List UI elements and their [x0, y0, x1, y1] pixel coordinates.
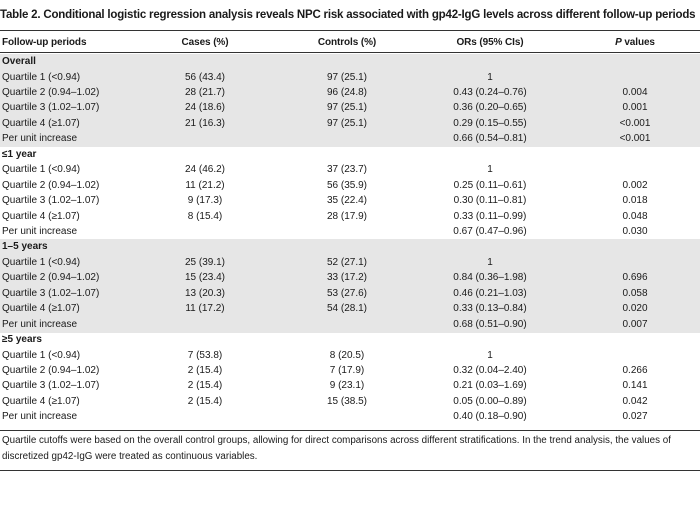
cases-cell: 24 (18.6) — [184, 102, 226, 114]
table-row — [0, 131, 700, 147]
table-row — [0, 409, 700, 425]
table-row — [0, 270, 700, 286]
row-label: Quartile 2 (0.94–1.02) — [2, 179, 100, 191]
controls-cell: 53 (27.6) — [326, 287, 368, 299]
header-follow-up: Follow-up periods — [2, 37, 87, 48]
row-label: Quartile 1 (<0.94) — [2, 71, 81, 83]
table-title: Table 2. Conditional logistic regression analysis reveals NPC risk associated with gp42-IgG levels across different follow-up periods — [0, 9, 696, 21]
header-p-values — [590, 35, 680, 51]
row-label: Quartile 3 (1.02–1.07) — [2, 380, 100, 392]
p-value-cell: 0.002 — [622, 179, 648, 191]
cases-cell: 8 (15.4) — [187, 210, 223, 222]
row-label: Quartile 1 (<0.94) — [2, 164, 81, 176]
p-value-cell: 0.027 — [622, 411, 648, 423]
or-cell: 1 — [487, 256, 493, 268]
cases-cell: 28 (21.7) — [184, 86, 226, 98]
cases-cell: 7 (53.8) — [187, 349, 223, 361]
controls-cell: 56 (35.9) — [326, 179, 368, 191]
or-cell: 1 — [487, 349, 493, 361]
table-row — [0, 85, 700, 101]
table-row — [0, 286, 700, 302]
header-rule — [0, 52, 700, 53]
table-row — [0, 378, 700, 394]
or-cell: 0.05 (0.00–0.89) — [453, 395, 527, 407]
controls-cell: 96 (24.8) — [326, 86, 368, 98]
p-value-cell: 0.141 — [622, 380, 648, 392]
controls-cell: 8 (20.5) — [329, 349, 365, 361]
header-row — [0, 35, 700, 51]
p-value-cell: 0.030 — [622, 225, 648, 237]
or-cell: 0.43 (0.24–0.76) — [453, 86, 527, 98]
cases-cell: 11 (21.2) — [185, 179, 225, 191]
cases-cell: 25 (39.1) — [184, 256, 226, 268]
row-label: Per unit increase — [2, 411, 78, 423]
or-cell: 0.29 (0.15–0.55) — [453, 117, 527, 129]
table-row — [0, 348, 700, 364]
header-p-rest: values — [621, 37, 655, 48]
or-cell: 1 — [487, 71, 493, 83]
or-cell: 0.68 (0.51–0.90) — [453, 318, 527, 330]
p-value-cell: 0.020 — [622, 303, 648, 315]
row-label: Quartile 4 (≥1.07) — [2, 395, 80, 407]
row-label: Per unit increase — [2, 133, 78, 145]
section-header-row — [0, 54, 700, 70]
row-label: Quartile 2 (0.94–1.02) — [2, 365, 100, 376]
p-value-cell: 0.058 — [622, 287, 648, 299]
cases-cell: 2 (15.4) — [187, 380, 223, 392]
or-cell: 1 — [487, 164, 493, 176]
controls-cell: 9 (23.1) — [329, 380, 365, 392]
row-label: Quartile 4 (≥1.07) — [2, 117, 80, 129]
section-header-row — [0, 147, 700, 163]
or-cell: 0.66 (0.54–0.81) — [453, 133, 527, 145]
section-label: ≥5 years — [2, 334, 42, 346]
p-value-cell: 0.266 — [622, 365, 648, 376]
section-header-row — [0, 332, 700, 348]
controls-cell: 35 (22.4) — [326, 195, 368, 206]
table-row — [0, 363, 700, 379]
row-label: Per unit increase — [2, 318, 78, 330]
controls-cell: 52 (27.1) — [326, 256, 368, 268]
table-row — [0, 209, 700, 225]
cases-cell: 11 (17.2) — [185, 303, 225, 315]
or-cell: 0.32 (0.04–2.40) — [453, 365, 527, 376]
row-label: Quartile 1 (<0.94) — [2, 256, 81, 268]
or-cell: 0.67 (0.47–0.96) — [453, 225, 527, 237]
p-value-cell: 0.018 — [622, 195, 648, 206]
cases-cell: 13 (20.3) — [184, 287, 226, 299]
p-value-cell: 0.004 — [622, 86, 648, 98]
p-value-cell: <0.001 — [619, 117, 651, 129]
table-row — [0, 116, 700, 132]
or-cell: 0.36 (0.20–0.65) — [453, 102, 527, 114]
or-cell: 0.46 (0.21–1.03) — [453, 287, 527, 299]
cases-cell: 2 (15.4) — [187, 395, 223, 407]
row-label: Quartile 3 (1.02–1.07) — [2, 102, 100, 114]
row-label: Quartile 2 (0.94–1.02) — [2, 86, 100, 98]
p-value-cell: 0.042 — [622, 395, 648, 407]
controls-cell: 28 (17.9) — [326, 210, 368, 222]
table-row — [0, 301, 700, 317]
row-label: Quartile 1 (<0.94) — [2, 349, 81, 361]
cases-cell: 2 (15.4) — [187, 365, 223, 376]
header-p-italic: P — [615, 37, 622, 48]
controls-cell: 97 (25.1) — [326, 117, 368, 129]
table-row — [0, 394, 700, 410]
table-row — [0, 224, 700, 240]
table-row — [0, 255, 700, 271]
cases-cell: 24 (46.2) — [184, 164, 226, 176]
or-cell: 0.21 (0.03–1.69) — [453, 380, 527, 392]
cases-cell: 15 (23.4) — [184, 272, 226, 284]
table-row — [0, 317, 700, 333]
section-label: ≤1 year — [2, 148, 37, 160]
p-value-cell: 0.007 — [622, 318, 648, 330]
top-rule — [0, 30, 700, 31]
controls-cell: 97 (25.1) — [326, 71, 368, 83]
or-cell: 0.84 (0.36–1.98) — [453, 272, 527, 284]
controls-cell: 97 (25.1) — [326, 102, 368, 114]
or-cell: 0.30 (0.11–0.81) — [453, 195, 527, 206]
header-controls: Controls (%) — [317, 37, 377, 48]
section-header-row — [0, 239, 700, 255]
p-value-cell: 0.001 — [622, 102, 648, 114]
p-value-cell: 0.048 — [622, 210, 648, 222]
cases-cell: 56 (43.4) — [184, 71, 226, 83]
row-label: Quartile 3 (1.02–1.07) — [2, 287, 100, 299]
p-value-cell: <0.001 — [619, 133, 651, 145]
section-label: Overall — [2, 56, 36, 67]
p-value-cell: 0.696 — [622, 272, 648, 284]
controls-cell: 7 (17.9) — [329, 365, 365, 376]
cases-cell: 21 (16.3) — [184, 117, 226, 129]
row-label: Quartile 4 (≥1.07) — [2, 210, 80, 222]
row-label: Quartile 2 (0.94–1.02) — [2, 272, 100, 284]
or-cell: 0.33 (0.11–0.99) — [453, 210, 527, 222]
controls-cell: 33 (17.2) — [326, 272, 368, 284]
controls-cell: 15 (38.5) — [326, 395, 368, 407]
footnote-rule — [0, 470, 700, 471]
table-row — [0, 70, 700, 86]
cases-cell: 9 (17.3) — [187, 195, 223, 206]
table-row — [0, 178, 700, 194]
controls-cell: 54 (28.1) — [326, 303, 368, 315]
row-label: Quartile 3 (1.02–1.07) — [2, 195, 100, 206]
row-label: Per unit increase — [2, 225, 78, 237]
bottom-rule — [0, 430, 700, 431]
table-row — [0, 100, 700, 116]
or-cell: 0.33 (0.13–0.84) — [453, 303, 527, 315]
header-ors: ORs (95% CIs) — [456, 37, 524, 48]
section-label: 1–5 years — [2, 241, 48, 253]
table-row — [0, 193, 700, 209]
row-label: Quartile 4 (≥1.07) — [2, 303, 80, 315]
controls-cell: 37 (23.7) — [326, 164, 368, 176]
header-cases: Cases (%) — [181, 37, 229, 48]
or-cell: 0.25 (0.11–0.61) — [453, 179, 527, 191]
table-row — [0, 162, 700, 178]
table-footnote: Quartile cutoffs were based on the overall control groups, allowing for direct comparisons across different stratifications. In the trend analysis, the values of discretized gp42-IgG were treated as continuous variables. — [2, 435, 671, 462]
or-cell: 0.40 (0.18–0.90) — [453, 411, 527, 423]
